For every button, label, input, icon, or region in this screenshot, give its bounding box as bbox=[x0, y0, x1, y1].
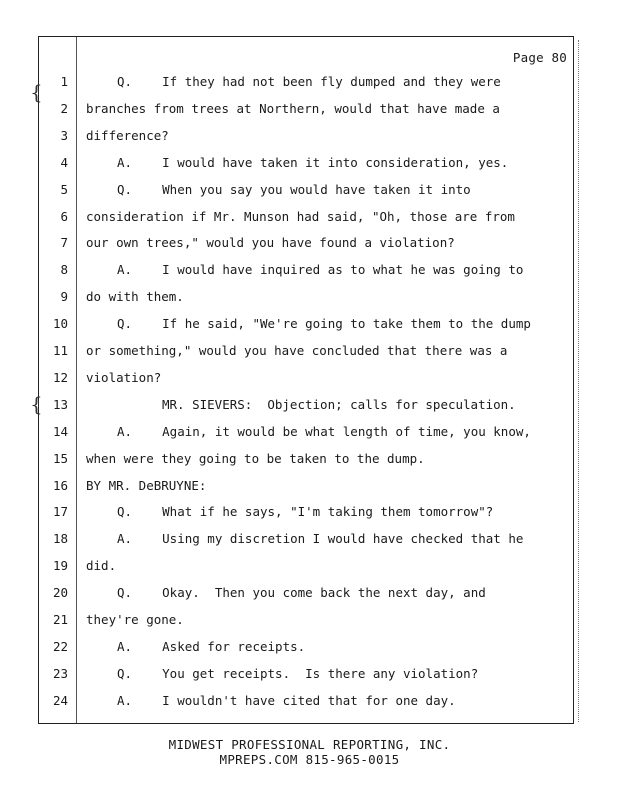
line-number: 15 bbox=[52, 450, 68, 466]
line-number: 9 bbox=[60, 289, 68, 305]
line-number: 22 bbox=[52, 638, 68, 654]
page-number: Page 80 bbox=[512, 50, 567, 65]
line-number: 14 bbox=[52, 423, 68, 439]
line-number: 20 bbox=[52, 585, 68, 601]
line-number: 7 bbox=[60, 235, 68, 251]
line-number: 6 bbox=[60, 208, 68, 224]
line-number: 21 bbox=[52, 612, 68, 627]
left-binding-mark: { bbox=[30, 392, 43, 416]
line-number: 18 bbox=[52, 531, 68, 547]
line-text: Q. What if he says, "I'm taking them tomorrow"? bbox=[117, 504, 494, 520]
line-text: A. Asked for receipts. bbox=[117, 638, 306, 654]
line-number: 17 bbox=[52, 504, 68, 520]
line-text: Q. Okay. Then you come back the next day, and bbox=[117, 585, 486, 601]
line-text: A. Using my discretion I would have checked that he bbox=[117, 531, 524, 547]
line-text: consideration if Mr. Munson had said, "Oh, those are from bbox=[86, 208, 515, 224]
line-text: branches from trees at Northern, would that have made a bbox=[86, 100, 500, 116]
line-number: 4 bbox=[60, 154, 68, 170]
line-text: did. bbox=[86, 558, 117, 574]
line-text: do with them. bbox=[86, 289, 184, 305]
left-binding-mark: { bbox=[30, 80, 43, 104]
line-text: A. I wouldn't have cited that for one day. bbox=[117, 692, 456, 708]
right-margin-dots bbox=[578, 40, 579, 722]
line-text: or something," would you have concluded that there was a bbox=[86, 343, 508, 358]
footer-contact: MPREPS.COM 815-965-0015 bbox=[219, 752, 400, 767]
line-text: Q. If they had not been fly dumped and they were bbox=[117, 74, 501, 89]
line-number-margin bbox=[76, 37, 77, 723]
line-number: 23 bbox=[52, 665, 68, 681]
line-text: our own trees," would you have found a violation? bbox=[86, 235, 455, 251]
line-number: 1 bbox=[60, 74, 68, 89]
line-text: they're gone. bbox=[86, 612, 184, 627]
line-number: 8 bbox=[60, 262, 68, 278]
line-number: 3 bbox=[60, 127, 68, 143]
line-number: 12 bbox=[52, 369, 68, 385]
line-number: 19 bbox=[52, 558, 68, 574]
line-text: A. I would have inquired as to what he was going to bbox=[117, 262, 524, 278]
line-text: A. Again, it would be what length of time, you know, bbox=[117, 423, 531, 439]
line-number: 5 bbox=[60, 181, 68, 197]
line-text: BY MR. DeBRUYNE: bbox=[86, 477, 207, 493]
line-number: 24 bbox=[52, 692, 68, 708]
line-number: 11 bbox=[52, 343, 68, 358]
line-text: when were they going to be taken to the dump. bbox=[86, 450, 425, 466]
line-text: Q. You get receipts. Is there any violation? bbox=[117, 665, 479, 681]
line-text: A. I would have taken it into consideration, yes. bbox=[117, 154, 509, 170]
line-number: 10 bbox=[52, 316, 68, 332]
line-text: difference? bbox=[86, 127, 169, 143]
line-number: 2 bbox=[60, 100, 68, 116]
line-text: MR. SIEVERS: Objection; calls for speculation. bbox=[162, 396, 516, 412]
line-text: Q. When you say you would have taken it into bbox=[117, 181, 471, 197]
line-number: 13 bbox=[52, 396, 68, 412]
footer-company: MIDWEST PROFESSIONAL REPORTING, INC. bbox=[168, 737, 451, 752]
line-text: Q. If he said, "We're going to take them to the dump bbox=[117, 316, 531, 332]
line-text: violation? bbox=[86, 369, 162, 385]
line-number: 16 bbox=[52, 477, 68, 493]
